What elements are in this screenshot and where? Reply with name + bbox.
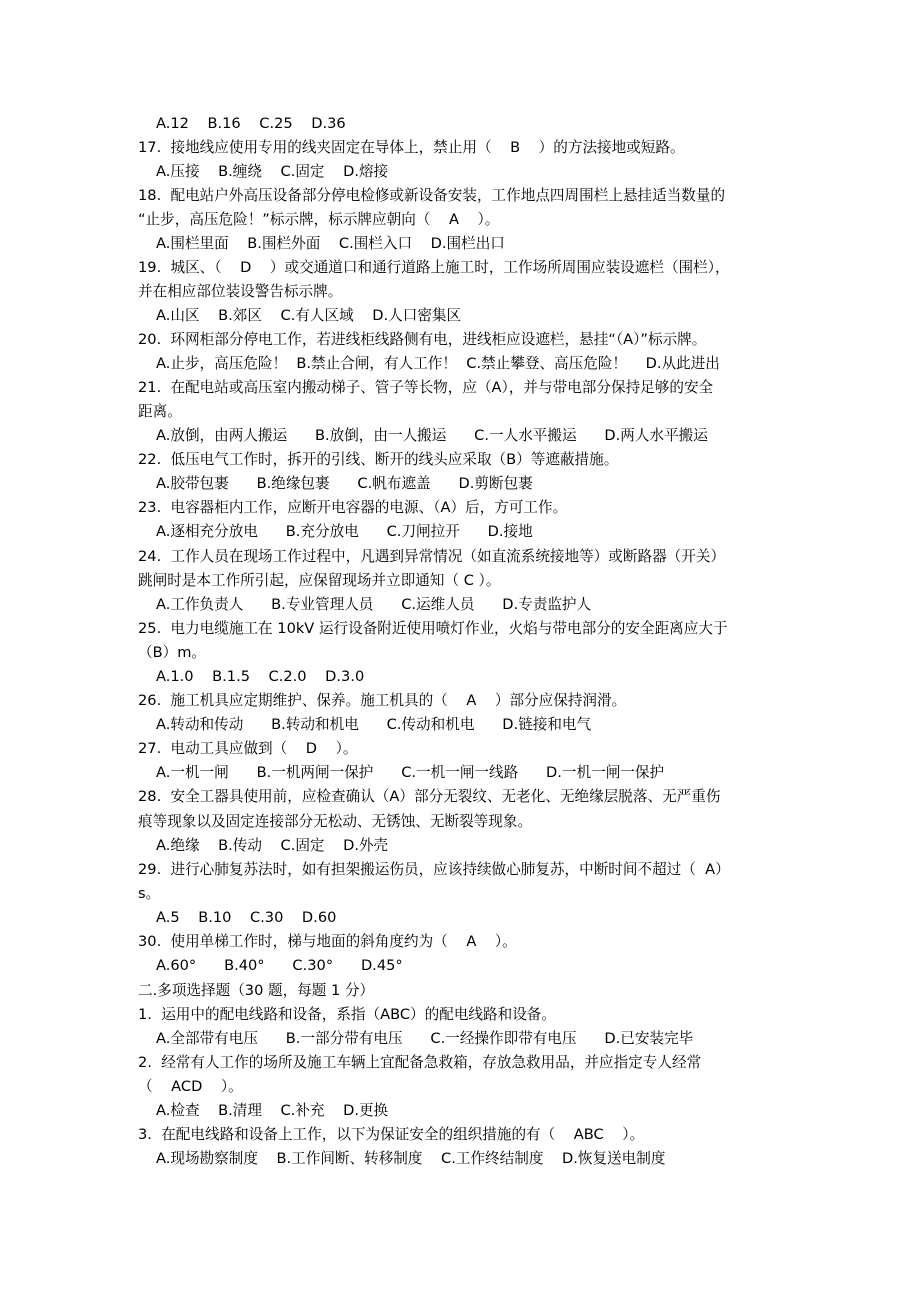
options-q27: A.一机一闸 B.一机两闸一保护 C.一机一闸一线路 D.一机一闸一保护 — [156, 764, 665, 781]
options-q30: A.60° B.40° C.30° D.45° — [156, 957, 403, 974]
options-q16: A.12 B.16 C.25 D.36 — [156, 115, 346, 132]
options-q19: A.山区 B.郊区 C.有人区域 D.人口密集区 — [156, 307, 462, 324]
options-q22: A.胶带包裹 B.绝缘包裹 C.帆布遮盖 D.剪断包裹 — [156, 475, 533, 492]
question-21: 21. 在配电站或高压室内搬动梯子、管子等长物，应（A），并与带电部分保持足够的安全 — [138, 379, 714, 396]
options-q29: A.5 B.10 C.30 D.60 — [156, 909, 337, 926]
question-22: 22. 低压电气工作时，拆开的引线、断开的线头应采取（B）等遮蔽措施。 — [138, 451, 619, 468]
options-q23: A.逐相充分放电 B.充分放电 C.刀闸拉开 D.接地 — [156, 523, 533, 540]
question-19-cont: 并在相应部位装设警告标示牌。 — [138, 283, 343, 300]
question-28: 28. 安全工器具使用前，应检查确认（A）部分无裂纹、无老化、无绝缘层脱落、无严重伤 — [138, 788, 721, 805]
question-29: 29. 进行心肺复苏法时，如有担架搬运伤员，应该持续做心肺复苏，中断时间不超过（ A） — [138, 861, 730, 878]
question-17: 17. 接地线应使用专用的线夹固定在导体上，禁止用（ B ）的方法接地或短路。 — [138, 139, 685, 156]
mc-options-q3: A.现场勘察制度 B.工作间断、转移制度 C.工作终结制度 D.恢复送电制度 — [156, 1150, 666, 1167]
question-26: 26. 施工机具应定期维护、保养。施工机具的（ A ）部分应保持润滑。 — [138, 692, 627, 709]
question-21-cont: 距离。 — [138, 403, 182, 420]
mc-question-3: 3. 在配电线路和设备上工作，以下为保证安全的组织措施的有（ ABC ）。 — [138, 1126, 645, 1143]
options-q28: A.绝缘 B.传动 C.固定 D.外壳 — [156, 837, 389, 854]
mc-question-1: 1. 运用中的配电线路和设备，系指（ABC）的配电线路和设备。 — [138, 1006, 556, 1023]
question-25-cont: （B）m。 — [138, 644, 207, 661]
question-19: 19. 城区、（ D ）或交通道口和通行道路上施工时，工作场所周围应装设遮栏（围栏）， — [138, 259, 730, 276]
question-29-cont: s。 — [138, 885, 161, 902]
options-q18: A.围栏里面 B.围栏外面 C.围栏入口 D.围栏出口 — [156, 235, 505, 252]
question-30: 30. 使用单梯工作时，梯与地面的斜角度约为（ A ）。 — [138, 933, 517, 950]
section-heading-multiple-choice: 二.多项选择题（30 题，每题 1 分） — [138, 982, 375, 999]
mc-question-2-cont: （ ACD ）。 — [138, 1078, 243, 1095]
options-q17: A.压接 B.缠绕 C.固定 D.熔接 — [156, 163, 389, 180]
mc-options-q1: A.全部带有电压 B.一部分带有电压 C.一经操作即带有电压 D.已安装完毕 — [156, 1030, 694, 1047]
question-20: 20. 环网柜部分停电工作，若进线柜线路侧有电，进线柜应设遮栏，悬挂“（A）”标示牌。 — [138, 331, 707, 348]
question-23: 23. 电容器柜内工作，应断开电容器的电源、（A）后，方可工作。 — [138, 499, 568, 516]
question-18: 18. 配电站户外高压设备部分停电检修或新设备安装，工作地点四周围栏上悬挂适当数量的 — [138, 187, 726, 204]
options-q21: A.放倒，由两人搬运 B.放倒，由一人搬运 C.一人水平搬运 D.两人水平搬运 — [156, 427, 708, 444]
question-28-cont: 痕等现象以及固定连接部分无松动、无锈蚀、无断裂等现象。 — [138, 813, 533, 830]
question-27: 27. 电动工具应做到（ D ）。 — [138, 740, 358, 757]
mc-options-q2: A.检查 B.清理 C.补充 D.更换 — [156, 1102, 389, 1119]
options-q26: A.转动和传动 B.转动和机电 C.传动和机电 D.链接和电气 — [156, 716, 592, 733]
options-q25: A.1.0 B.1.5 C.2.0 D.3.0 — [156, 668, 365, 685]
options-q24: A.工作负责人 B.专业管理人员 C.运维人员 D.专责监护人 — [156, 596, 592, 613]
question-25: 25. 电力电缆施工在 10kV 运行设备附近使用喷灯作业，火焰与带电部分的安全距离应大于 — [138, 620, 728, 637]
mc-question-2: 2. 经常有人工作的场所及施工车辆上宜配备急救箱，存放急救用品，并应指定专人经常 — [138, 1054, 702, 1071]
options-q20: A.止步，高压危险！ B.禁止合闸，有人工作！ C.禁止攀登、高压危险！ D.从此进出 — [156, 355, 720, 372]
question-24: 24. 工作人员在现场工作过程中，凡遇到异常情况（如直流系统接地等）或断路器（开关） — [138, 548, 726, 565]
question-18-cont: “止步，高压危险！”标示牌，标示牌应朝向（ A ）。 — [138, 211, 500, 228]
question-24-cont: 跳闸时是本工作所引起，应保留现场并立即通知（ C ）。 — [138, 572, 501, 589]
